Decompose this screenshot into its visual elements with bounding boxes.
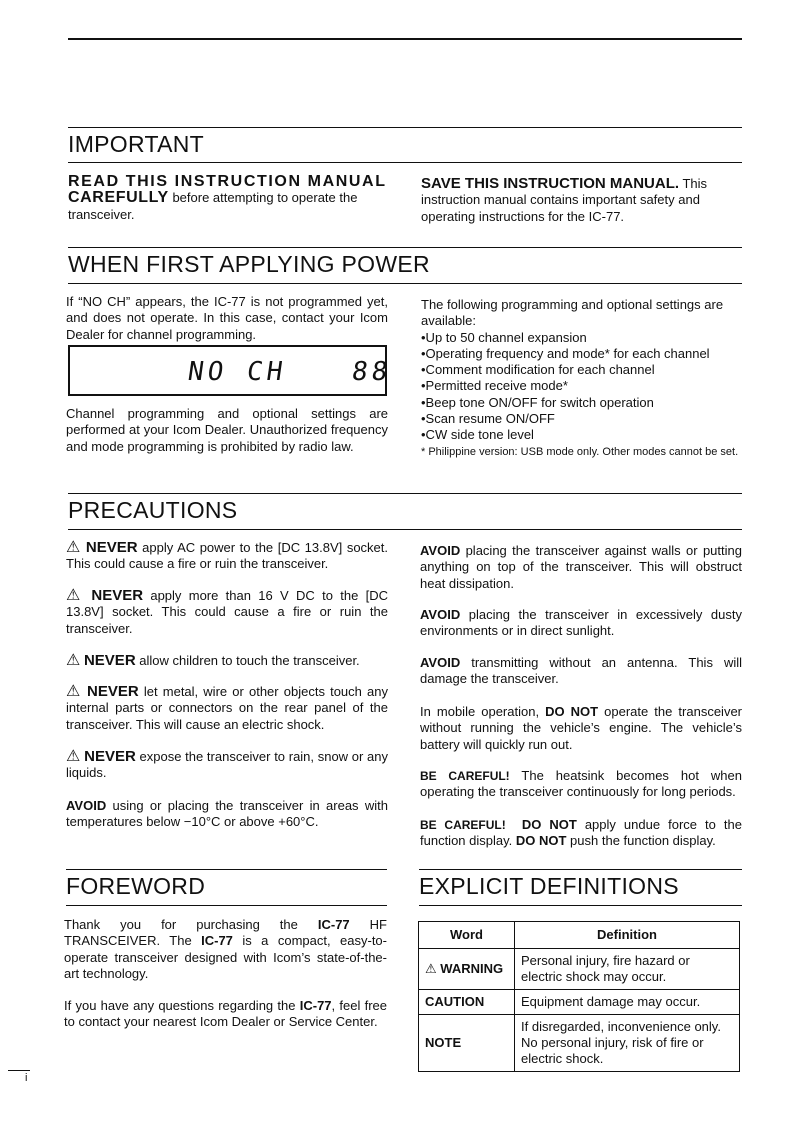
important-top-rule [68, 127, 742, 128]
important-left-text [68, 174, 388, 223]
lcd-display [68, 345, 394, 396]
settings-item: •Operating frequency and mode* for each channel [421, 345, 710, 361]
table-row [419, 1015, 740, 1072]
never-lead: NEVER [87, 683, 139, 700]
never-item-2 [66, 588, 388, 637]
power-intro: If “NO CH” appears, the IC-77 is not programmed yet, and does not operate. In this case, contact your Icom Dealer for channel programming. [66, 294, 388, 342]
be-careful-2 [420, 817, 742, 850]
page-number-rule [8, 1070, 30, 1071]
settings-block [421, 297, 742, 460]
page-number: i [25, 1072, 28, 1084]
definitions-heading: EXPLICIT DEFINITIONS [419, 873, 679, 899]
settings-item: •Up to 50 channel expansion [421, 329, 587, 345]
never-text: expose the transceiver to rain, snow or any liquids. [66, 749, 388, 781]
important-right-text [421, 176, 742, 225]
warning-icon: ⚠ [66, 748, 81, 765]
avoid-lead: AVOID [420, 543, 461, 558]
avoid-lead: AVOID [420, 607, 461, 622]
important-bottom-rule [68, 162, 742, 163]
power-top-rule [68, 247, 742, 248]
never-lead: NEVER [85, 539, 138, 556]
be-careful-1 [420, 768, 742, 801]
warning-icon: ⚠ [66, 587, 85, 604]
never-lead: NEVER [84, 748, 136, 765]
never-lead: NEVER [83, 652, 136, 669]
read-manual-lead: READ THIS INSTRUCTION MANUAL [68, 173, 387, 190]
top-rule [68, 38, 742, 40]
power-note: Channel programming and optional settings are performed at your Icom Dealer. Unauthorized frequency and mode programming is prohibited by radio law. [66, 406, 388, 454]
settings-item: •Comment modification for each channel [421, 362, 655, 378]
be-careful-text: push the function display. [566, 833, 716, 849]
definitions-top-rule [419, 869, 742, 870]
do-not-lead: DO NOT [521, 817, 577, 832]
lcd-no-ch: NO CH [185, 357, 289, 387]
foreword-text: HF TRANSCEIVER. The [64, 917, 387, 949]
be-careful-text: The heatsink becomes hot when operating the transceiver continuously for long periods. [420, 768, 743, 800]
mobile-operation [420, 704, 742, 753]
precautions-top-rule [68, 493, 742, 494]
settings-item: •Scan resume ON/OFF [421, 411, 555, 427]
important-heading: IMPORTANT [68, 131, 205, 157]
settings-intro: The following programming and optional settings are available: [421, 297, 724, 329]
power-heading: WHEN FIRST APPLYING POWER [68, 251, 430, 277]
settings-item: •Permitted receive mode* [421, 378, 568, 394]
settings-item: •Beep tone ON/OFF for switch operation [421, 394, 654, 410]
lcd-channel-number: 88 [349, 357, 394, 387]
be-careful-lead: BE CAREFUL! [420, 769, 510, 783]
never-item-3 [66, 653, 388, 669]
avoid-text: transmitting without an antenna. This will damage the transceiver. [420, 655, 742, 687]
definitions-bottom-rule [419, 905, 742, 906]
mobile-text: operate the transceiver without running the vehicle’s engine. The vehicle’s battery will quickly run out. [420, 704, 742, 752]
word-cell: CAUTION [419, 990, 515, 1015]
definition-cell: If disregarded, inconvenience only. No personal injury, risk of fire or electric shock. [515, 1015, 740, 1072]
avoid-lead: AVOID [66, 798, 107, 813]
settings-item: •CW side tone level [421, 427, 534, 443]
column-header-word: Word [419, 922, 515, 949]
table-row [419, 949, 740, 990]
word-cell: NOTE [419, 1015, 515, 1072]
definitions-table [418, 921, 740, 1072]
foreword-heading: FOREWORD [66, 873, 206, 899]
foreword-text: is a compact, easy-to-operate transceiver designed with Icom’s state-of-the-art technology. [64, 933, 387, 981]
model-name: IC-77 [299, 998, 332, 1013]
be-careful-lead: BE CAREFUL! [420, 818, 506, 832]
warning-icon: ⚠ [66, 539, 82, 556]
be-careful-mid: apply undue force to the function display. [420, 817, 742, 849]
avoid-text: placing the transceiver in excessively dusty environments or in direct sunlight. [420, 607, 742, 639]
never-text: apply more than 16 V DC to the [DC 13.8V] socket. This could cause a fire or ruin the transceiver. [66, 588, 388, 636]
avoid-lead: AVOID [420, 655, 461, 670]
do-not-lead: DO NOT [545, 704, 599, 719]
precautions-heading: PRECAUTIONS [68, 497, 238, 523]
avoid-temperature [66, 798, 388, 831]
avoid-text: using or placing the transceiver in areas with temperatures below −10°C or above +60°C. [66, 798, 388, 830]
avoid-text: placing the transceiver against walls or putting anything on top of the transceiver. This will obstruct heat dissipation. [420, 543, 742, 591]
model-name: IC-77 [317, 917, 350, 932]
column-header-definition: Definition [515, 922, 740, 949]
definition-cell: Equipment damage may occur. [515, 990, 740, 1015]
never-text: apply AC power to the [DC 13.8V] socket. This could cause a fire or ruin the transceiver. [66, 540, 389, 572]
foreword-text: Thank you for purchasing the [64, 917, 318, 932]
table-header-row [419, 922, 740, 949]
mobile-pre: In mobile operation, [420, 704, 546, 719]
avoid-item-2 [420, 607, 742, 640]
warning-icon: ⚠ [66, 683, 82, 700]
save-manual-rest: This instruction manual contains important safety and operating instructions for the IC-77. [421, 176, 707, 224]
foreword-paragraph-2 [64, 998, 387, 1031]
never-item-1 [66, 540, 388, 573]
settings-footnote: * Philippine version: USB mode only. Other modes cannot be set. [421, 445, 739, 458]
foreword-top-rule [66, 869, 387, 870]
never-lead: NEVER [91, 587, 144, 604]
avoid-item-3 [420, 655, 742, 688]
precautions-bottom-rule [68, 529, 742, 530]
table-row [419, 990, 740, 1015]
power-bottom-rule [68, 283, 742, 284]
do-not-lead: DO NOT [515, 833, 567, 849]
foreword-text: , feel free to contact your nearest Icom Dealer or Service Center. [64, 998, 388, 1030]
never-text: let metal, wire or other objects touch any internal parts or connectors on the rear panel of the transceiver. This will cause an electric shock. [66, 684, 388, 732]
avoid-item-1 [420, 543, 742, 592]
warning-icon: ⚠ [66, 652, 81, 669]
never-text: allow children to touch the transceiver. [135, 653, 360, 668]
foreword-paragraph-1 [64, 917, 387, 982]
never-item-4 [66, 684, 388, 733]
definition-cell: Personal injury, fire hazard or electric shock may occur. [515, 949, 740, 990]
save-manual-lead: SAVE THIS INSTRUCTION MANUAL. [421, 175, 680, 192]
foreword-bottom-rule [66, 905, 387, 906]
read-manual-rest: before attempting to operate the transceiver. [68, 190, 358, 222]
carefully-lead: CAREFULLY [68, 189, 169, 207]
foreword-text: If you have any questions regarding the [64, 998, 300, 1013]
never-item-5 [66, 749, 388, 782]
model-name: IC-77 [201, 933, 233, 949]
word-cell: ⚠ WARNING [419, 949, 515, 990]
